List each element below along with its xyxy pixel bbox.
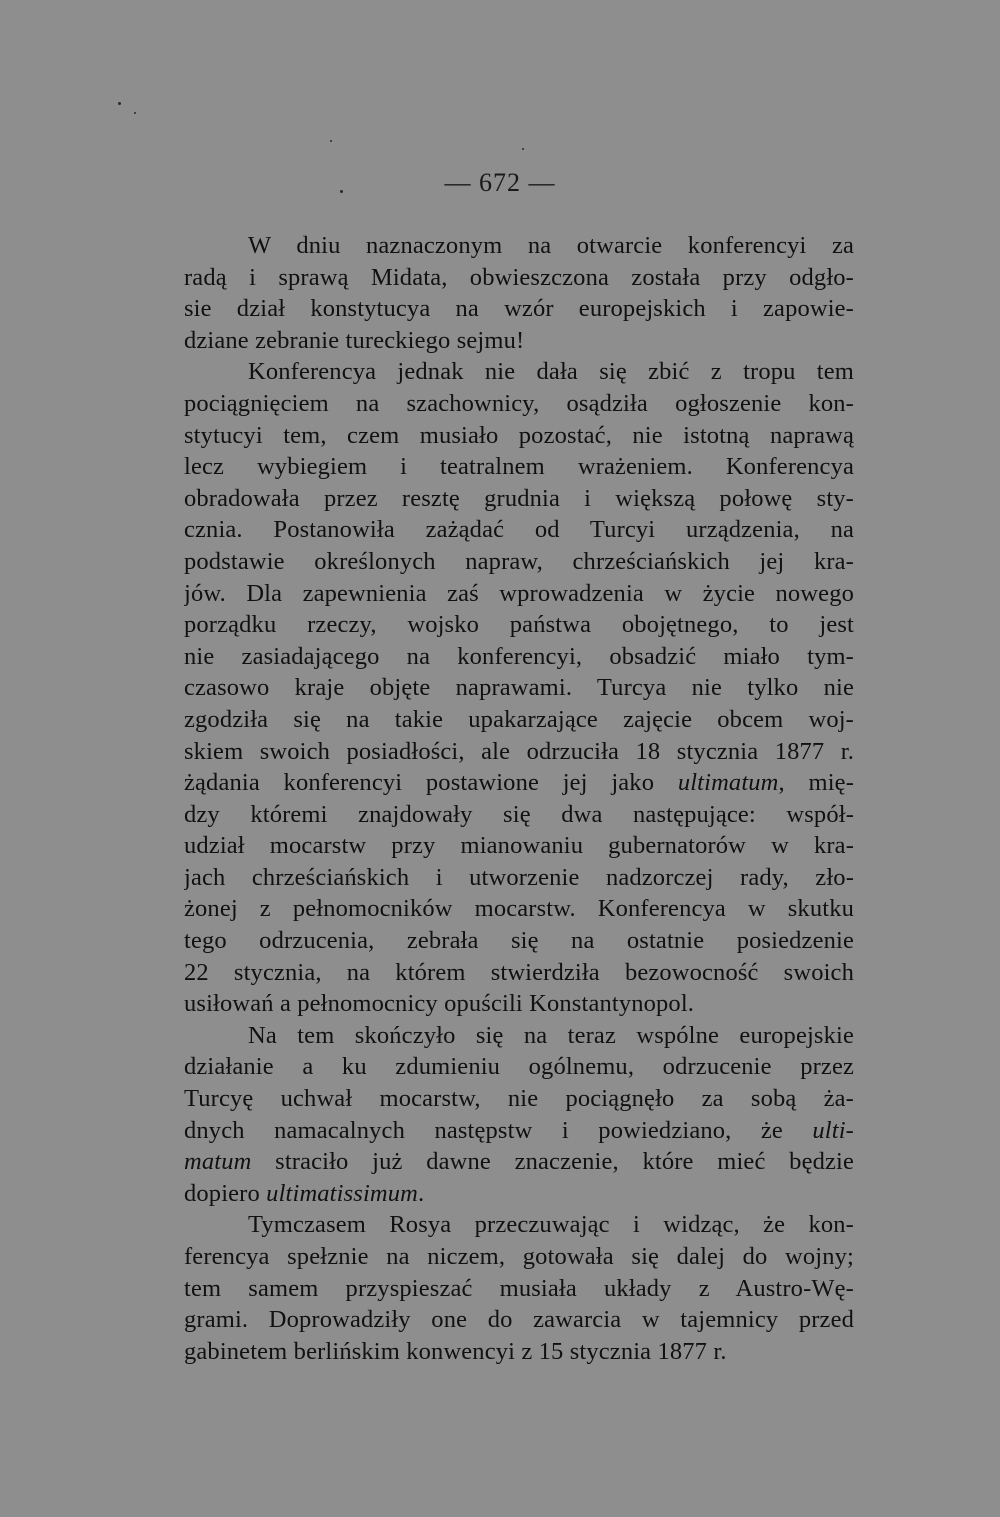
paragraph — [184, 1209, 854, 1367]
text-line: matum straciło już dawne znaczenie, które mieć będzie — [184, 1148, 854, 1176]
paragraph — [184, 1020, 854, 1210]
paragraph — [184, 230, 854, 356]
text-line: cznia. Postanowiła zażądać od Turcyi urządzenia, na — [184, 516, 854, 544]
text-line: nie zasiadającego na konferencyi, obsadzić miało tym- — [184, 642, 854, 670]
ink-speck — [330, 140, 332, 142]
ink-speck — [134, 112, 136, 114]
text-line: podstawie określonych napraw, chrześciańskich jej kra- — [184, 547, 854, 575]
text-line: działanie a ku zdumieniu ogólnemu, odrzucenie przez — [184, 1053, 854, 1081]
text-line: Tymczasem Rosya przeczuwając i widząc, że kon- — [248, 1211, 854, 1239]
text-line: Konferencya jednak nie dała się zbić z tropu tem — [248, 358, 854, 386]
text-line: usiłowań a pełnomocnicy opuścili Konstantynopol. — [184, 990, 695, 1018]
text-line: Na tem skończyło się na teraz wspólne europejskie — [248, 1021, 854, 1049]
text-line: dziane zebranie tureckiego sejmu! — [184, 326, 525, 354]
text-line: sie dział konstytucya na wzór europejskich i zapowie- — [184, 295, 854, 323]
text-line: Turcyę uchwał mocarstw, nie pociągnęło za sobą ża- — [184, 1085, 854, 1113]
text-line: dzy któremi znajdowały się dwa następujące: współ- — [184, 800, 854, 828]
text-line: udział mocarstw przy mianowaniu gubernatorów w kra- — [184, 832, 854, 860]
ink-speck — [118, 102, 121, 105]
text-line: dnych namacalnych następstw i powiedziano, że ulti- — [184, 1116, 854, 1144]
page-number: — 672 — — [444, 168, 556, 197]
text-line: jach chrześciańskich i utworzenie nadzorczej rady, zło- — [184, 863, 854, 891]
text-line: żądania konferencyi postawione jej jako ultimatum, mię- — [184, 769, 854, 797]
text-line: czasowo kraje objęte naprawami. Turcya nie tylko nie — [184, 674, 854, 702]
ink-speck — [522, 148, 524, 150]
text-line: grami. Doprowadziły one do zawarcia w tajemnicy przed — [184, 1306, 854, 1334]
text-line: tem samem przyspieszać musiała układy z Austro-Wę- — [184, 1274, 854, 1302]
text-line: tego odrzucenia, zebrała się na ostatnie posiedzenie — [184, 927, 854, 955]
text-line: stytucyi tem, czem musiało pozostać, nie istotną naprawą — [184, 421, 854, 449]
text-line: gabinetem berlińskim konwencyi z 15 stycznia 1877 r. — [184, 1337, 727, 1365]
body-text — [184, 230, 854, 1367]
text-line: zgodziła się na takie upakarzające zajęcie obcem woj- — [184, 705, 854, 733]
paragraph — [184, 356, 854, 1019]
text-line: jów. Dla zapewnienia zaś wprowadzenia w życie nowego — [184, 579, 854, 607]
text-line: pociągnięciem na szachownicy, osądziła ogłoszenie kon- — [184, 389, 854, 417]
text-line: lecz wybiegiem i teatralnem wrażeniem. Konferencya — [184, 453, 854, 481]
text-line: 22 stycznia, na którem stwierdziła bezowocność swoich — [184, 958, 854, 986]
text-line: dopiero ultimatissimum. — [184, 1179, 425, 1207]
text-line: W dniu naznaczonym na otwarcie konferencyi za — [248, 232, 854, 259]
text-line: radą i sprawą Midata, obwieszczona została przy odgło- — [184, 263, 854, 291]
text-line: porządku rzeczy, wojsko państwa obojętnego, to jest — [184, 611, 854, 639]
text-line: ferencya spełznie na niczem, gotowała się dalej do wojny; — [184, 1243, 854, 1270]
text-line: skiem swoich posiadłości, ale odrzuciła 18 stycznia 1877 r. — [184, 737, 854, 765]
text-line: żonej z pełnomocników mocarstw. Konferencya w skutku — [184, 895, 854, 923]
text-line: obradowała przez resztę grudnia i większą połowę sty- — [184, 484, 854, 512]
